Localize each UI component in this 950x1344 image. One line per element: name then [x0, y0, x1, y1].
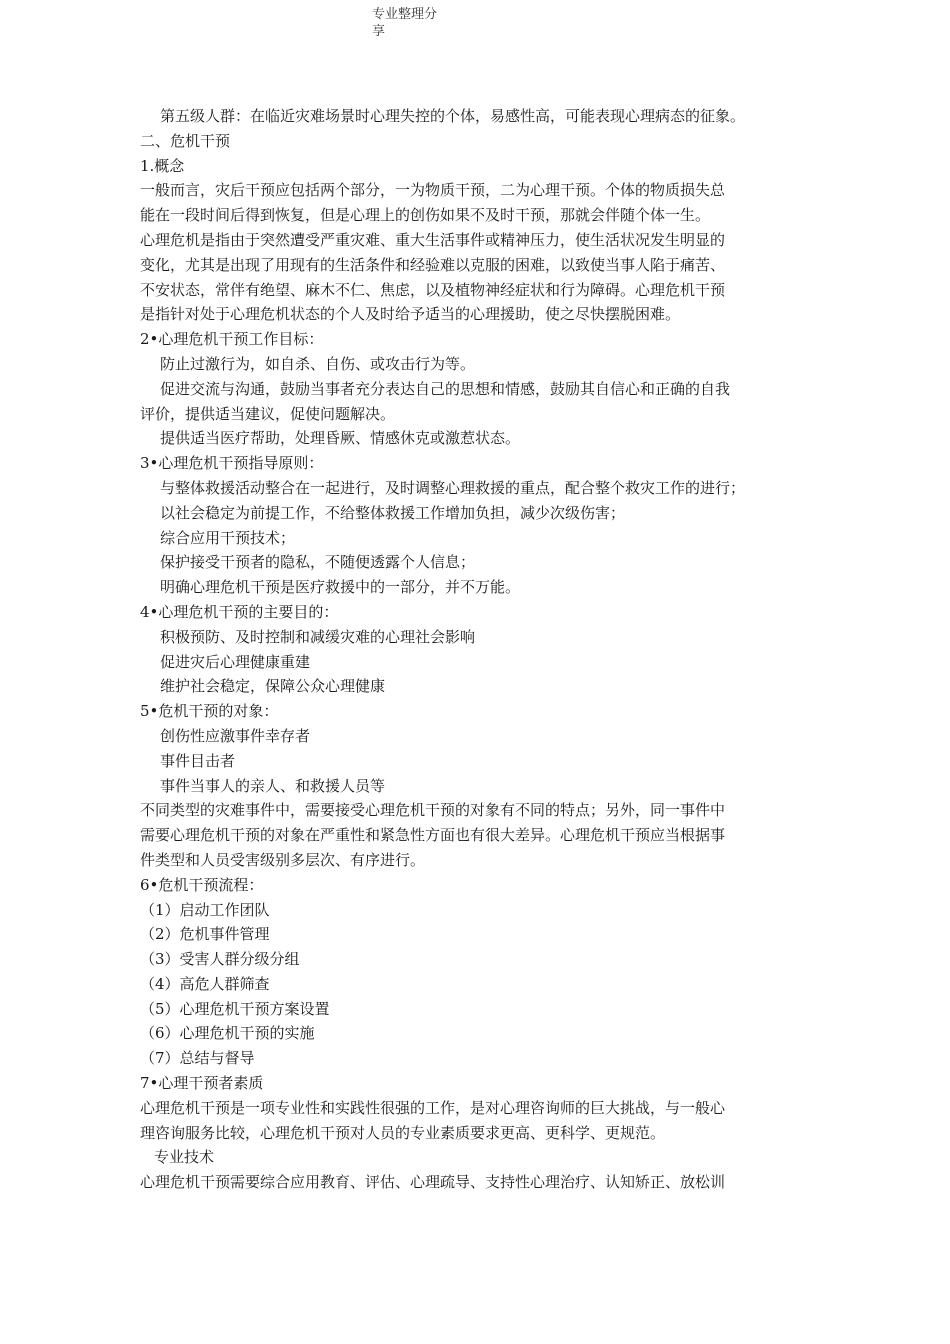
- text-line: 第五级人群：在临近灾难场景时心理失控的个体，易感性高，可能表现心理病态的征象。: [160, 107, 746, 125]
- text-line: （4）高危人群筛查: [140, 974, 270, 993]
- text-line: 明确心理危机干预是医疗救援中的一部分，并不万能。: [160, 578, 521, 597]
- text-line: 不同类型的灾难事件中，需要接受心理危机干预的对象有不同的特点；另外，同一事件中: [140, 801, 726, 820]
- text-line: 维护社会稳定，保障公众心理健康: [160, 677, 386, 696]
- text-line: 件类型和人员受害级别多层次、有序进行。: [140, 850, 426, 869]
- text-line: （5）心理危机干预方案设置: [140, 999, 330, 1018]
- text-line: 1.概念: [140, 156, 185, 175]
- text-line: 是指针对处于心理危机状态的个人及时给予适当的心理援助，使之尽快摆脱困难。: [140, 305, 681, 324]
- text-line: （6）心理危机干预的实施: [140, 1024, 315, 1043]
- text-line: 防止过激行为，如自杀、自伤、或攻击行为等。: [160, 354, 476, 373]
- text-line: 理咨询服务比较，心理危机干预对人员的专业素质要求更高、更科学、更规范。: [140, 1123, 666, 1142]
- text-line: 能在一段时间后得到恢复，但是心理上的创伤如果不及时干预，那就会伴随个体一生。: [140, 206, 711, 225]
- text-line: 心理危机干预需要综合应用教育、评估、心理疏导、支持性心理治疗、认知矫正、放松训: [140, 1173, 726, 1192]
- text-line: 6•危机干预流程：: [140, 875, 264, 894]
- text-line: 事件当事人的亲人、和救援人员等: [160, 776, 386, 795]
- text-line: （2）危机事件管理: [140, 925, 270, 944]
- text-line: 专业技术: [154, 1148, 215, 1167]
- text-line: 7•心理干预者素质: [140, 1074, 264, 1093]
- text-line: 保护接受干预者的隐私，不随便透露个人信息；: [160, 553, 476, 572]
- text-line: 综合应用干预技术；: [160, 528, 296, 547]
- text-line: 与整体救援活动整合在一起进行，及时调整心理救援的重点，配合整个救灾工作的进行；: [160, 478, 746, 497]
- text-line: （1）启动工作团队: [140, 900, 270, 919]
- text-line: 一般而言，灾后干预应包括两个部分，一为物质干预，二为心理干预。个体的物质损失总: [140, 181, 726, 200]
- text-line: 创伤性应激事件幸存者: [160, 726, 311, 745]
- text-line: 2•心理危机干预工作目标：: [140, 330, 324, 349]
- text-line: 积极预防、及时控制和减缓灾难的心理社会影响: [160, 627, 476, 646]
- document-body: [140, 104, 820, 1195]
- text-line: 评价，提供适当建议，促使问题解决。: [140, 404, 396, 423]
- text-line: 心理危机干预是一项专业性和实践性很强的工作，是对心理咨询师的巨大挑战，与一般心: [140, 1098, 726, 1117]
- page-header: [372, 6, 462, 40]
- text-line: 促进灾后心理健康重建: [160, 652, 311, 671]
- text-line: 二、危机干预: [140, 131, 231, 150]
- text-line: 3•心理危机干预指导原则：: [140, 454, 324, 473]
- text-line: 不安状态，常伴有绝望、麻木不仁、焦虑，以及植物神经症状和行为障碍。心理危机干预: [140, 280, 726, 299]
- text-line: 以社会稳定为前提工作，不给整体救援工作增加负担，减少次级伤害；: [160, 503, 626, 522]
- text-line: 事件目击者: [160, 751, 236, 770]
- header-line-1: 专业整理分: [372, 7, 438, 22]
- text-line: 心理危机是指由于突然遭受严重灾难、重大生活事件或精神压力，使生活状况发生明显的: [140, 230, 726, 249]
- text-line: 5•危机干预的对象：: [140, 702, 279, 721]
- header-line-2: 享: [372, 24, 386, 39]
- text-line: 4•心理危机干预的主要目的：: [140, 602, 339, 621]
- text-line: 提供适当医疗帮助，处理昏厥、情感休克或激惹状态。: [160, 429, 521, 448]
- text-line: （3）受害人群分级分组: [140, 950, 300, 969]
- text-line: 需要心理危机干预的对象在严重性和紧急性方面也有很大差异。心理危机干预应当根据事: [140, 826, 726, 845]
- text-line: 变化，尤其是出现了用现有的生活条件和经验难以克服的困难，以致使当事人陷于痛苦、: [140, 255, 726, 274]
- text-line: 促进交流与沟通，鼓励当事者充分表达自己的思想和情感，鼓励其自信心和正确的自我: [160, 379, 731, 398]
- text-line: （7）总结与督导: [140, 1049, 255, 1068]
